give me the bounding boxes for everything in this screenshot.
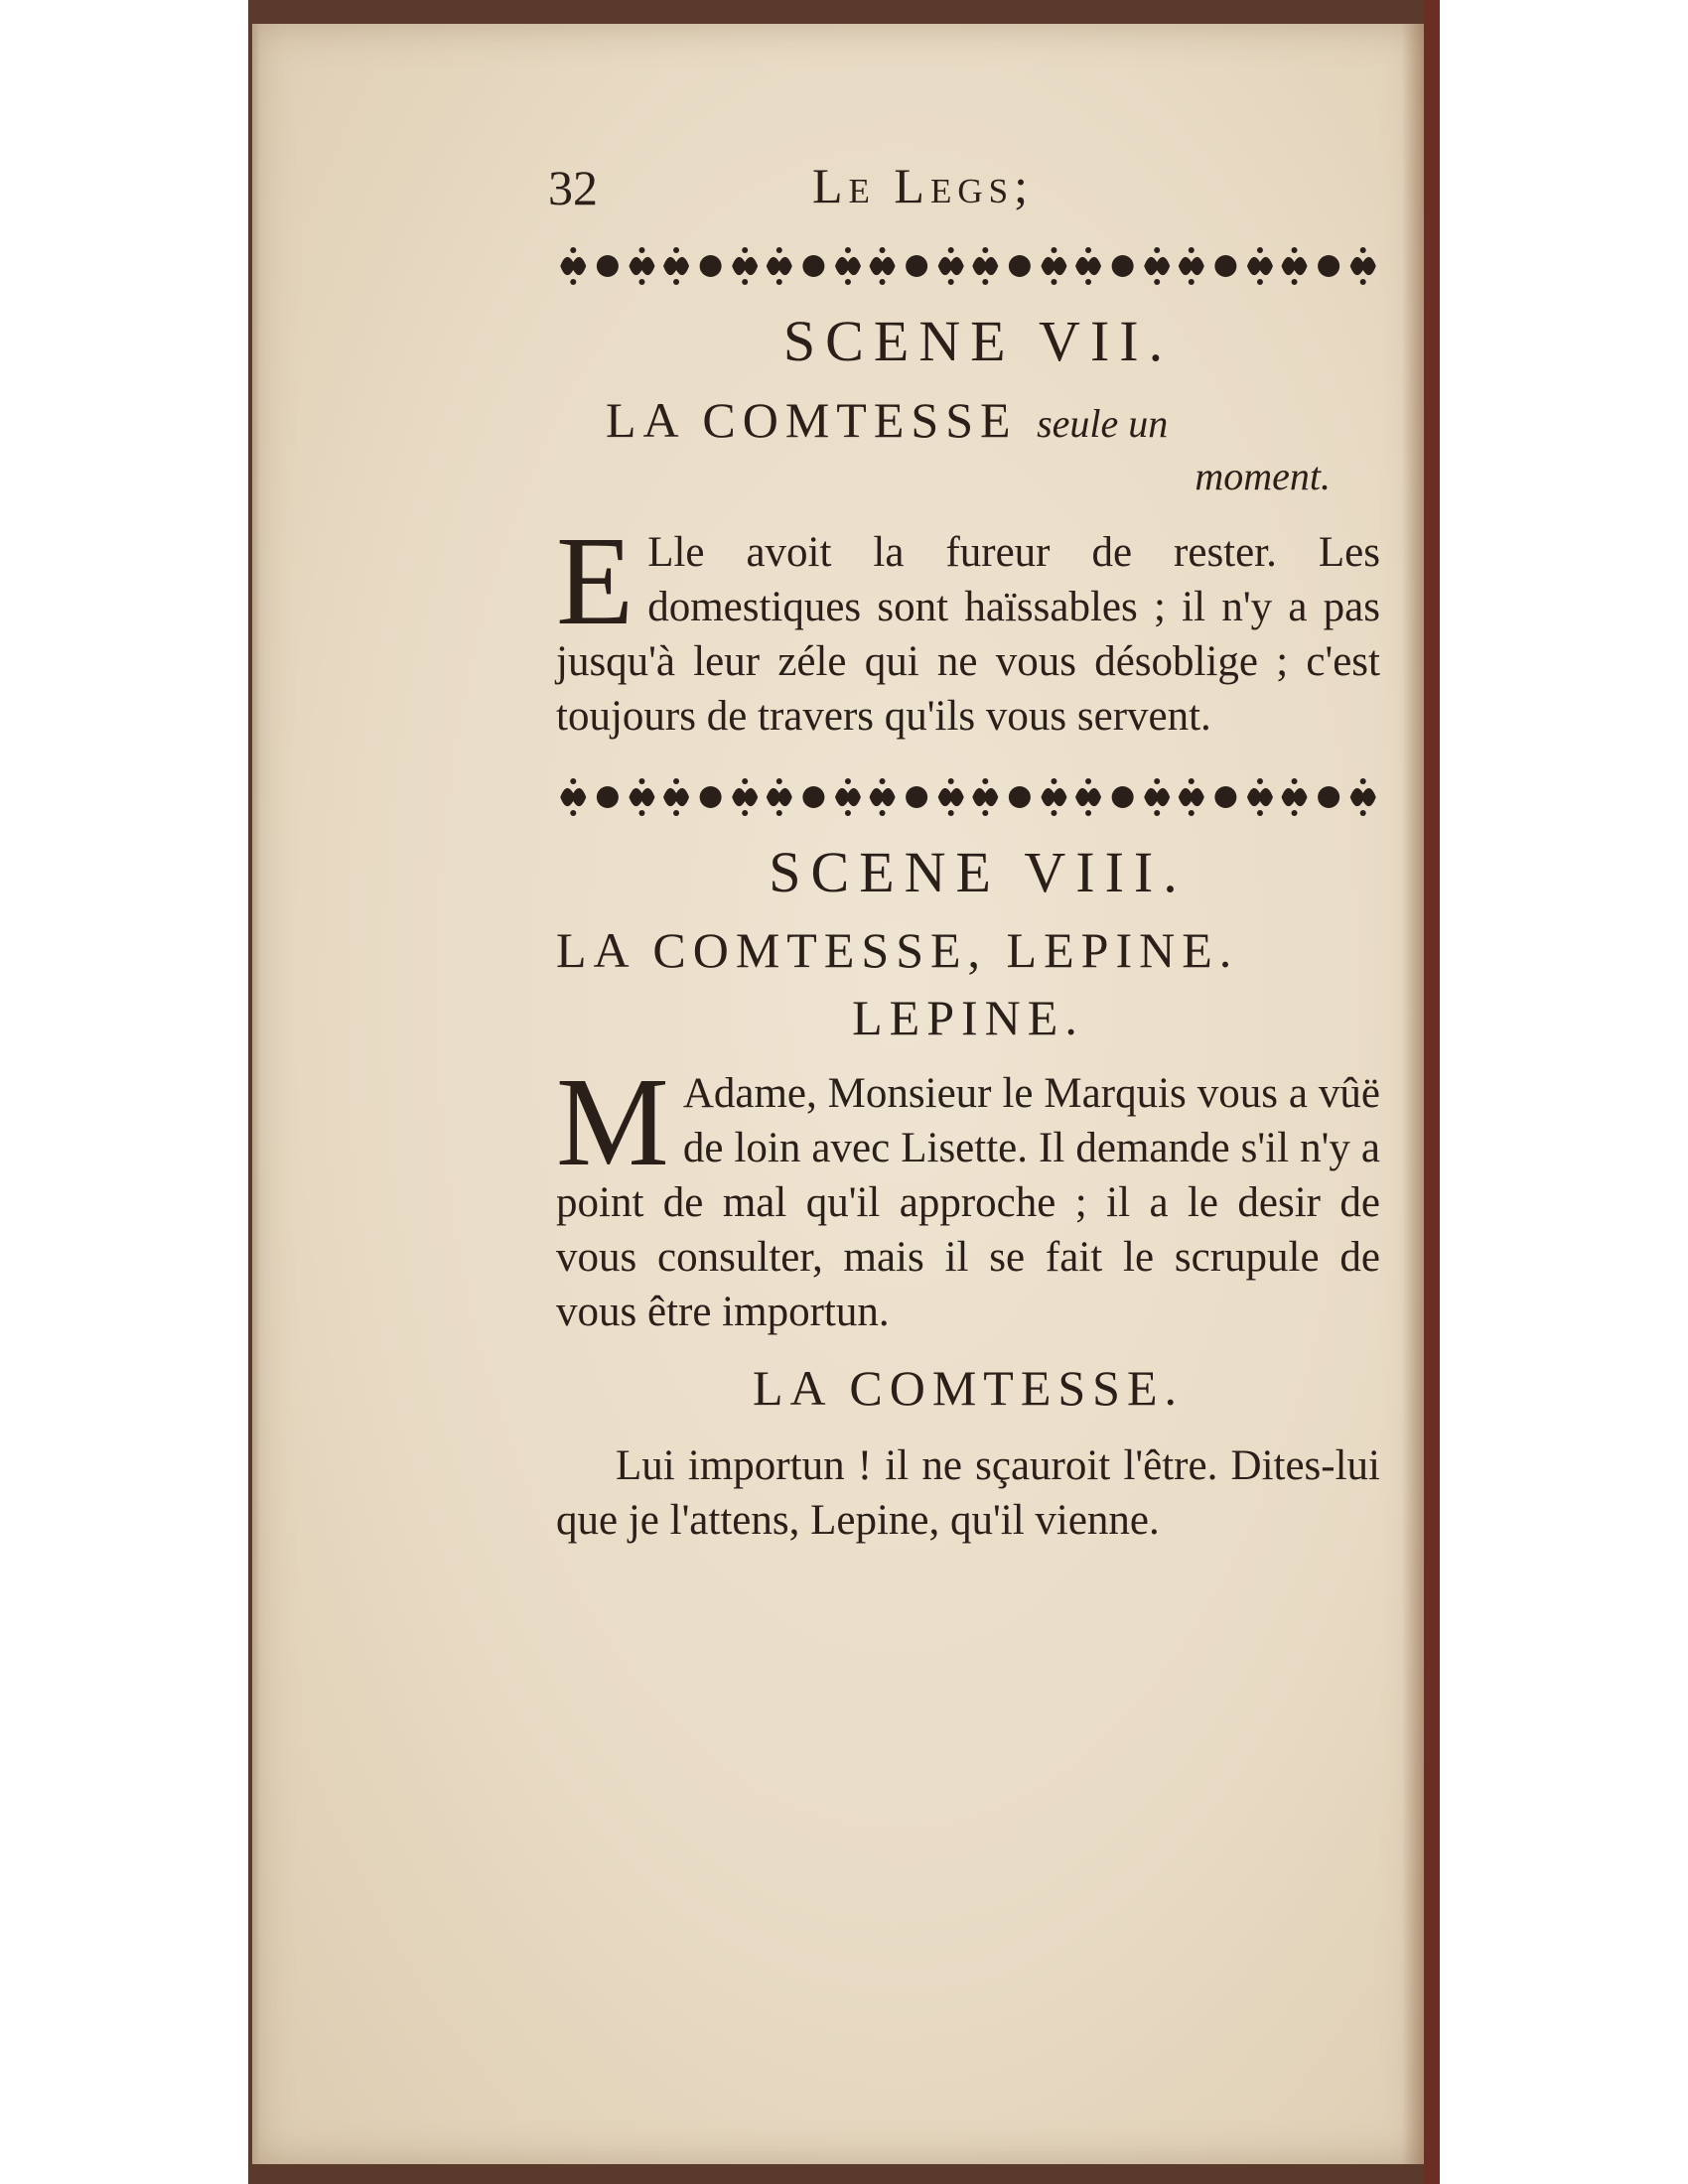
fleuron-mark bbox=[835, 788, 861, 806]
ornament-band-top bbox=[556, 242, 1380, 288]
fleuron-mark bbox=[700, 255, 722, 277]
fleuron-dot bbox=[742, 279, 748, 285]
fleuron-dot bbox=[673, 778, 679, 784]
fleuron-mark bbox=[972, 788, 998, 806]
drop-cap: M bbox=[556, 1051, 669, 1192]
fleuron-dot bbox=[742, 778, 748, 784]
stage-direction: seule un bbox=[1037, 401, 1169, 446]
fleuron-dot bbox=[1257, 778, 1263, 784]
fleuron-mark bbox=[732, 788, 758, 806]
fleuron-dot bbox=[1154, 247, 1160, 253]
fleuron-mark bbox=[1282, 788, 1308, 806]
fleuron-dot bbox=[1085, 778, 1091, 784]
fleuron-dot bbox=[1292, 279, 1298, 285]
fleuron-dot bbox=[982, 247, 988, 253]
page-gutter-shadow bbox=[1402, 24, 1424, 2164]
fleuron-dot bbox=[1257, 279, 1263, 285]
book-binding bbox=[1424, 0, 1440, 2184]
fleuron-mark bbox=[938, 788, 964, 806]
fleuron-dot bbox=[1085, 279, 1091, 285]
fleuron-dot bbox=[1360, 279, 1366, 285]
fleuron-mark bbox=[1350, 257, 1376, 275]
fleuron-mark bbox=[767, 788, 792, 806]
fleuron-mark bbox=[1009, 786, 1031, 808]
fleuron-dot bbox=[880, 279, 886, 285]
fleuron-dot bbox=[742, 247, 748, 253]
fleuron-dot bbox=[1360, 247, 1366, 253]
fleuron-dot bbox=[1292, 247, 1298, 253]
fleuron-dot bbox=[570, 247, 576, 253]
fleuron-dot bbox=[1154, 279, 1160, 285]
page-edge bbox=[252, 24, 260, 2164]
fleuron-mark bbox=[1144, 788, 1170, 806]
scene-8-speech-lepine bbox=[556, 1051, 1380, 1339]
fleuron-dot bbox=[948, 279, 954, 285]
fleuron-mark bbox=[906, 255, 927, 277]
fleuron-dot bbox=[638, 778, 644, 784]
fleuron-mark bbox=[629, 788, 654, 806]
fleuron-dot bbox=[1085, 810, 1091, 816]
fleuron-mark bbox=[972, 257, 998, 275]
fleuron-dot bbox=[1154, 810, 1160, 816]
fleuron-mark bbox=[906, 786, 927, 808]
fleuron-mark bbox=[802, 786, 824, 808]
drop-cap: E bbox=[556, 510, 634, 651]
fleuron-dot bbox=[673, 279, 679, 285]
fleuron-dot bbox=[845, 778, 851, 784]
fleuron-mark bbox=[1318, 255, 1339, 277]
fleuron-mark bbox=[700, 786, 722, 808]
fleuron-dot bbox=[638, 279, 644, 285]
fleuron-dot bbox=[1051, 247, 1056, 253]
fleuron-dot bbox=[1257, 810, 1263, 816]
fleuron-mark bbox=[663, 788, 689, 806]
page-content bbox=[548, 149, 1380, 1577]
fleuron-dot bbox=[948, 810, 954, 816]
fleuron-mark bbox=[1350, 788, 1376, 806]
fleuron-mark bbox=[560, 788, 586, 806]
fleuron-dot bbox=[982, 778, 988, 784]
fleuron-dot bbox=[1189, 279, 1195, 285]
fleuron-dot bbox=[570, 810, 576, 816]
running-title: Le Legs; bbox=[812, 158, 1034, 213]
fleuron-mark bbox=[938, 257, 964, 275]
fleuron-mark bbox=[870, 788, 896, 806]
scene-heading-8: SCENE VIII. bbox=[769, 840, 1188, 904]
fleuron-dot bbox=[673, 247, 679, 253]
fleuron-dot bbox=[1189, 247, 1195, 253]
fleuron-mark bbox=[1282, 257, 1308, 275]
scene-8-speaker-comtesse: LA COMTESSE. bbox=[752, 1360, 1185, 1416]
fleuron-mark bbox=[1179, 788, 1204, 806]
fleuron-dot bbox=[776, 810, 782, 816]
fleuron-mark bbox=[1009, 255, 1031, 277]
fleuron-dot bbox=[638, 247, 644, 253]
fleuron-mark bbox=[1179, 257, 1204, 275]
fleuron-dot bbox=[948, 778, 954, 784]
fleuron-mark bbox=[1075, 257, 1101, 275]
fleuron-mark bbox=[1041, 788, 1066, 806]
running-head bbox=[548, 149, 1380, 228]
scene-8-characters: LA COMTESSE, LEPINE. bbox=[556, 922, 1239, 978]
fleuron-dot bbox=[776, 247, 782, 253]
fleuron-dot bbox=[1085, 247, 1091, 253]
fleuron-mark bbox=[663, 257, 689, 275]
speech-text: Lle avoit la fureur de rester. Les domestiques sont haïssables ; il n'y a pas jusqu'à leur zéle qui ne vous désoblige ; c'est toujours de travers qu'ils vous servent. bbox=[556, 529, 1380, 740]
fleuron-dot bbox=[776, 279, 782, 285]
fleuron-dot bbox=[1154, 778, 1160, 784]
fleuron-dot bbox=[1292, 810, 1298, 816]
speech-text: Adame, Monsieur le Marquis vous a vûë de loin avec Lisette. Il demande s'il n'y a point de mal qu'il approche ; il a le desir de vous consulter, mais il se fait le scrupule de vous être importun. bbox=[556, 1070, 1380, 1335]
fleuron-dot bbox=[1257, 247, 1263, 253]
fleuron-dot bbox=[880, 778, 886, 784]
fleuron-dot bbox=[845, 810, 851, 816]
fleuron-mark bbox=[802, 255, 824, 277]
fleuron-dot bbox=[776, 778, 782, 784]
fleuron-dot bbox=[742, 810, 748, 816]
fleuron-mark bbox=[835, 257, 861, 275]
fleuron-dot bbox=[1051, 810, 1056, 816]
speaker-name: LA COMTESSE bbox=[606, 392, 1018, 448]
fleuron-dot bbox=[570, 778, 576, 784]
scene-8-speech-comtesse: Lui importun ! il ne sçauroit l'être. Dites-lui que je l'attens, Lepine, qu'il vienne. bbox=[556, 1442, 1380, 1544]
fleuron-mark bbox=[597, 255, 619, 277]
fleuron-mark bbox=[1112, 255, 1134, 277]
fleuron-mark bbox=[1214, 255, 1236, 277]
fleuron-dot bbox=[570, 279, 576, 285]
scene-heading-7: SCENE VII. bbox=[782, 309, 1174, 373]
fleuron-mark bbox=[732, 257, 758, 275]
fleuron-dot bbox=[880, 810, 886, 816]
fleuron-mark bbox=[597, 786, 619, 808]
fleuron-dot bbox=[673, 810, 679, 816]
fleuron-mark bbox=[1318, 786, 1339, 808]
fleuron-dot bbox=[880, 247, 886, 253]
stage-direction-continued: moment. bbox=[1195, 454, 1331, 498]
fleuron-mark bbox=[560, 257, 586, 275]
scene-7-speaker bbox=[556, 390, 1380, 454]
fleuron-mark bbox=[629, 257, 654, 275]
fleuron-mark bbox=[1247, 257, 1273, 275]
fleuron-dot bbox=[1051, 778, 1056, 784]
fleuron-mark bbox=[870, 257, 896, 275]
fleuron-mark bbox=[1041, 257, 1066, 275]
fleuron-mark bbox=[1112, 786, 1134, 808]
fleuron-dot bbox=[1189, 810, 1195, 816]
fleuron-mark bbox=[1214, 786, 1236, 808]
scene-8-speaker-lepine: LEPINE. bbox=[852, 990, 1084, 1045]
fleuron-mark bbox=[1144, 257, 1170, 275]
ornament-band-middle bbox=[556, 773, 1380, 819]
fleuron-mark bbox=[1247, 788, 1273, 806]
fleuron-dot bbox=[845, 279, 851, 285]
fleuron-dot bbox=[1360, 778, 1366, 784]
fleuron-dot bbox=[982, 810, 988, 816]
fleuron-dot bbox=[1360, 810, 1366, 816]
fleuron-dot bbox=[845, 247, 851, 253]
fleuron-dot bbox=[1292, 778, 1298, 784]
fleuron-dot bbox=[1189, 778, 1195, 784]
fleuron-mark bbox=[1075, 788, 1101, 806]
fleuron-dot bbox=[982, 279, 988, 285]
fleuron-dot bbox=[948, 247, 954, 253]
fleuron-dot bbox=[1051, 279, 1056, 285]
scene-7-speech bbox=[556, 510, 1380, 744]
fleuron-mark bbox=[767, 257, 792, 275]
fleuron-dot bbox=[638, 810, 644, 816]
page-number: 32 bbox=[548, 160, 598, 215]
